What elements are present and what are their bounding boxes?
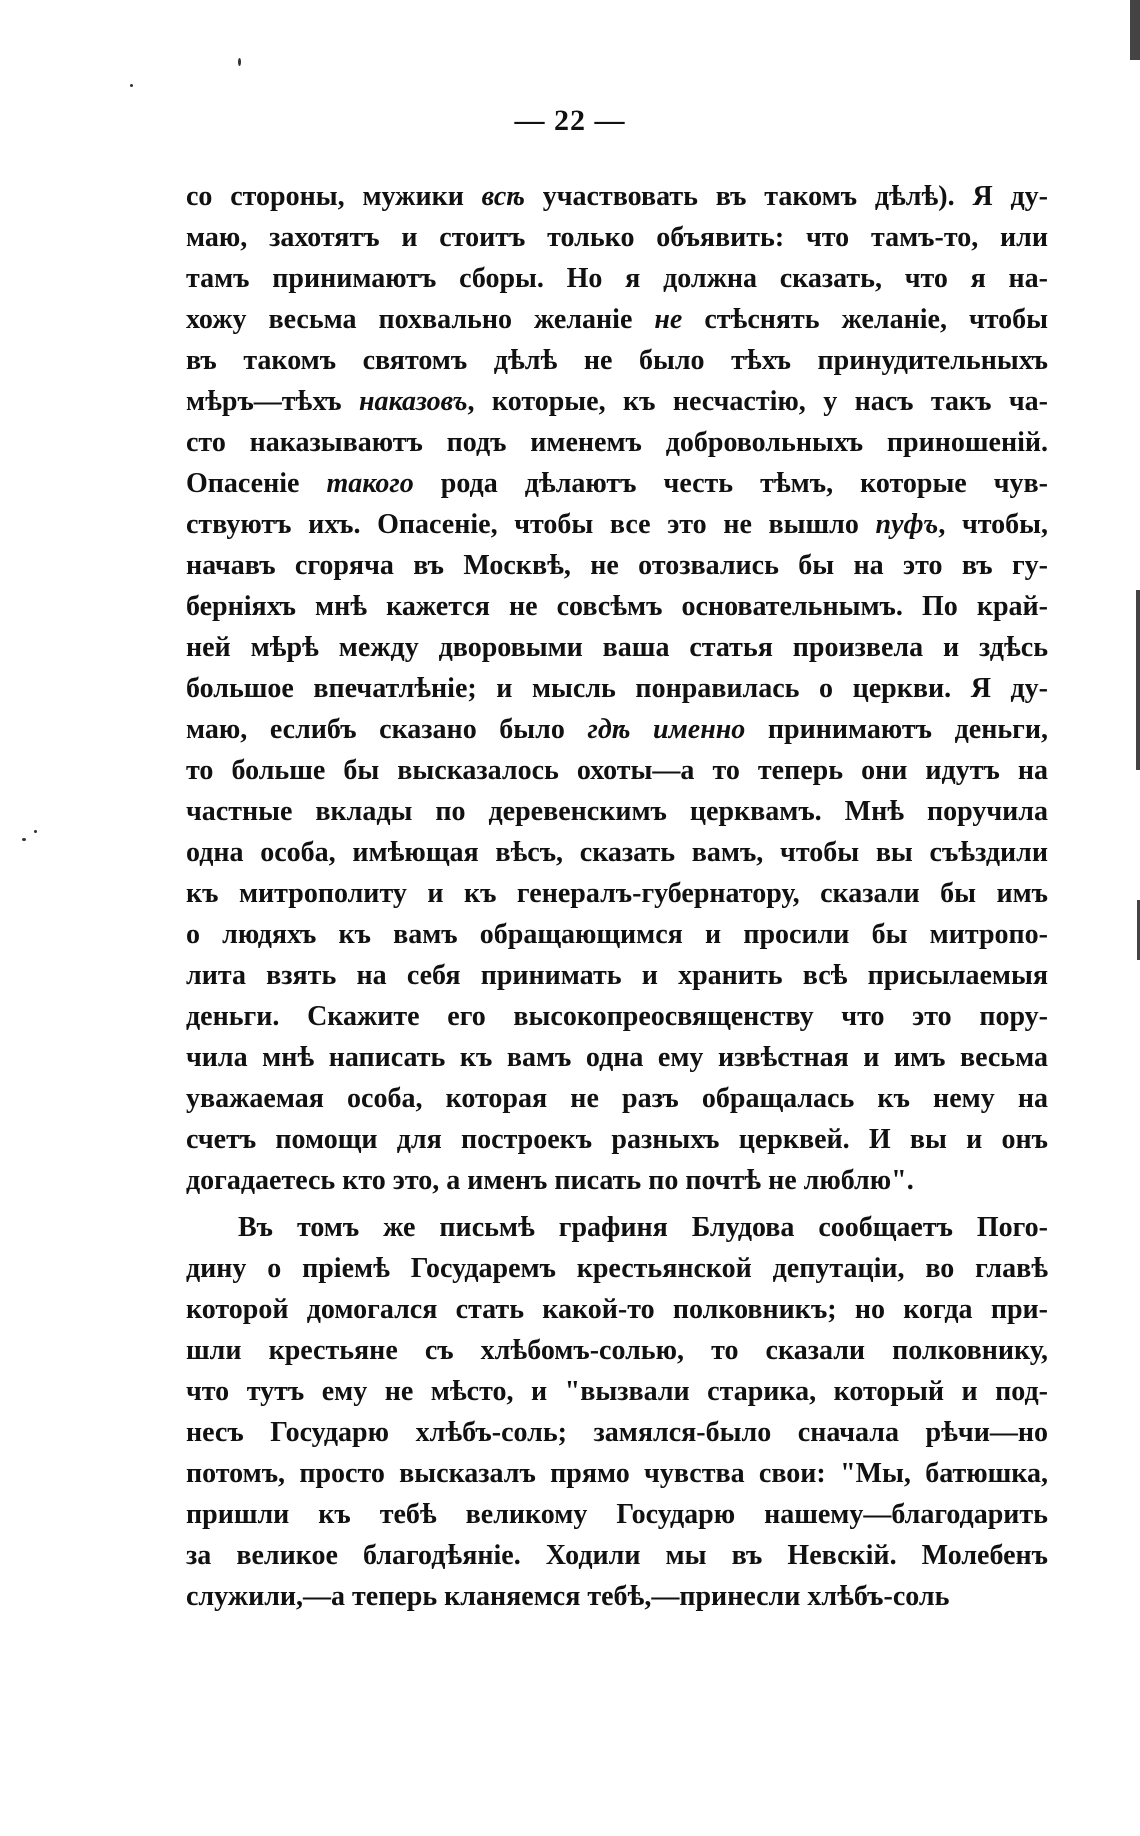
text-line: потомъ, просто высказалъ прямо чувства свои: "Мы, батюшка, [186, 1458, 1048, 1489]
emphasis: наказовъ [359, 386, 468, 417]
text-line: маю, еслибъ сказано было гдѣ именно принимаютъ деньги, [186, 714, 1048, 745]
scan-edge-mark [1136, 590, 1140, 770]
text-line: догадаетесь кто это, а именъ писать по почтѣ не люблю". [186, 1165, 914, 1196]
text-line: несъ Государю хлѣбъ-соль; замялся-было сначала рѣчи—но [186, 1417, 1048, 1448]
scan-speck [238, 58, 241, 66]
scan-speck [130, 84, 133, 87]
text-line: ней мѣрѣ между дворовыми ваша статья произвела и здѣсь [186, 632, 1048, 663]
scan-speck [22, 838, 26, 841]
text-line: со стороны, мужики всѣ участвовать въ такомъ дѣлѣ). Я ду- [186, 181, 1048, 212]
text-line: которой домогался стать какой-то полковникъ; но когда при- [186, 1294, 1048, 1325]
text-line: частные вклады по деревенскимъ церквамъ. Мнѣ поручила [186, 796, 1048, 827]
text-line: служили,—а теперь кланяемся тебѣ,—принесли хлѣбъ-соль [186, 1581, 950, 1612]
text-line: хожу весьма похвально желаніе не стѣснять желаніе, чтобы [186, 304, 1049, 335]
emphasis: пуфъ [875, 509, 939, 540]
text-line: маю, захотятъ и стоитъ только объявить: что тамъ-то, или [186, 222, 1048, 253]
text-line: пришли къ тебѣ великому Государю нашему—благодарить [186, 1499, 1048, 1530]
paragraph-2 [186, 1207, 1048, 1617]
text-line: берніяхъ мнѣ кажется не совсѣмъ основательнымъ. По край- [186, 591, 1048, 622]
body-text [186, 176, 1048, 1617]
scan-speck [34, 830, 37, 833]
emphasis: гдѣ именно [587, 714, 746, 745]
emphasis: такого [326, 468, 414, 499]
text-line: тамъ принимаютъ сборы. Но я должна сказать, что я на- [186, 263, 1048, 294]
text-line: ствуютъ ихъ. Опасеніе, чтобы все это не вышло пуфъ, чтобы, [186, 509, 1048, 540]
text-line: о людяхъ къ вамъ обращающимся и просили бы митропо- [186, 919, 1048, 950]
text-line: начавъ сгоряча въ Москвѣ, не отозвались бы на это въ гу- [186, 550, 1048, 581]
text-line: то больше бы высказалось охоты—а то теперь они идутъ на [186, 755, 1048, 786]
text-line: лита взять на себя принимать и хранить всѣ присылаемыя [186, 960, 1048, 991]
text-line: сто наказываютъ подъ именемъ добровольныхъ приношеній. [186, 427, 1048, 458]
text-line: счетъ помощи для построекъ разныхъ церквей. И вы и онъ [186, 1124, 1048, 1155]
text-line: деньги. Скажите его высокопреосвященству что это пору- [186, 1001, 1048, 1032]
text-line: чила мнѣ написать къ вамъ одна ему извѣстная и имъ весьма [186, 1042, 1048, 1073]
text-line: шли крестьяне съ хлѣбомъ-солью, то сказали полковнику, [186, 1335, 1048, 1366]
text-line: мѣръ—тѣхъ наказовъ, которые, къ несчастію, у насъ такъ ча- [186, 386, 1048, 417]
text-line: къ митрополиту и къ генералъ-губернатору, сказали бы имъ [186, 878, 1048, 909]
text-line: Въ томъ же письмѣ графиня Блудова сообщаетъ Пого- [238, 1212, 1048, 1243]
emphasis: не [654, 304, 683, 335]
page-number: — 22 — [514, 104, 626, 137]
text-line: одна особа, имѣющая вѣсъ, сказать вамъ, чтобы вы съѣздили [186, 837, 1048, 868]
emphasis: всѣ [481, 181, 525, 212]
text-line: за великое благодѣяніе. Ходили мы въ Невскій. Молебенъ [186, 1540, 1048, 1571]
text-line: что тутъ ему не мѣсто, и "вызвали старика, который и под- [186, 1376, 1048, 1407]
text-line: въ такомъ святомъ дѣлѣ не было тѣхъ принудительныхъ [186, 345, 1048, 376]
text-line: большое впечатлѣніе; и мысль понравилась о церкви. Я ду- [186, 673, 1048, 704]
paragraph-1 [186, 176, 1048, 1201]
text-line: дину о пріемѣ Государемъ крестьянской депутаціи, во главѣ [186, 1253, 1048, 1284]
scan-edge-mark [1130, 0, 1140, 60]
text-line: уважаемая особа, которая не разъ обращалась къ нему на [186, 1083, 1048, 1114]
text-line: Опасеніе такого рода дѣлаютъ честь тѣмъ, которые чув- [186, 468, 1048, 499]
